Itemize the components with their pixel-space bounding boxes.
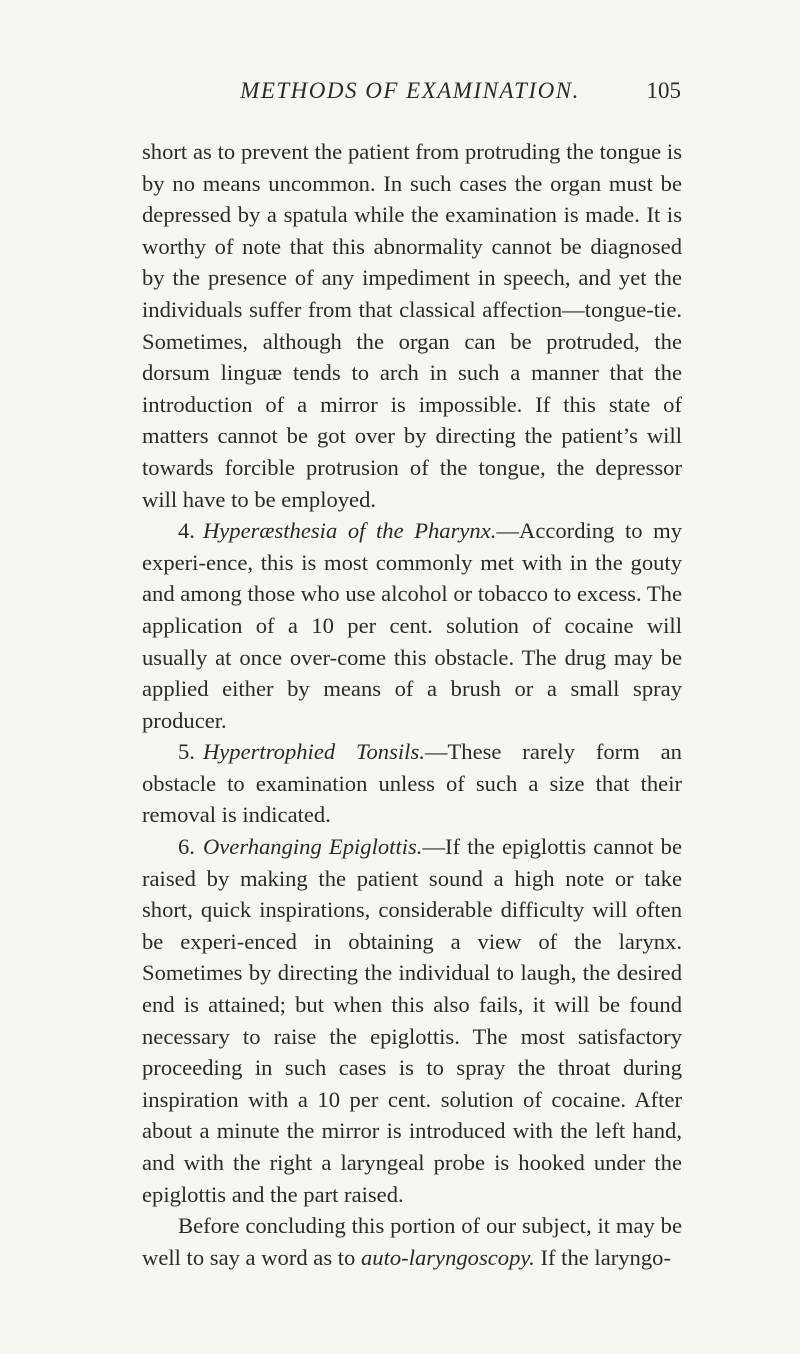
item-text: —If the epiglottis cannot be raised by making the patient sound a high note or take short, quick inspirations, considerable difficulty will often be experi-enced in obtaining a view of the larynx. Sometimes by directing the individual to laugh, the desired end is attained; but when this also fails, it will be found necessary to raise the epiglottis. The most satisfactory proceeding in such cases is to spray the throat during inspiration with a 10 per cent. solution of cocaine. After about a minute the mirror is introduced with the left hand, and with the right a laryngeal probe is hooked under the epiglottis and the part raised. — [142, 834, 682, 1207]
paragraph-tonsils — [142, 736, 682, 831]
item-number: 4. — [178, 518, 195, 544]
italic-term: auto-laryngoscopy. — [361, 1244, 535, 1270]
item-heading: Overhanging Epiglottis. — [202, 834, 423, 860]
running-header — [142, 78, 681, 114]
item-heading: Hypertrophied Tonsils. — [202, 739, 425, 765]
running-title: METHODS OF EXAMINATION. — [240, 78, 580, 103]
paragraph-continued: short as to prevent the patient from protruding the tongue is by no means uncommon. In such cases the organ must be depressed by a spatula while the examination is made. It is worthy of note that this abnormality cannot be diagnosed by the presence of any impediment in speech, and yet the individuals suffer from that classical affection—tongue-tie. Sometimes, although the organ can be protruded, the dorsum linguæ tends to arch in such a manner that the introduction of a mirror is impossible. If this state of matters cannot be got over by directing the patient’s will towards forcible protrusion of the tongue, the depressor will have to be employed. — [142, 139, 682, 512]
item-text: —These rarely form an obstacle to examination unless of such a size that their removal is indicated. — [142, 739, 682, 828]
item-text: —According to my experi-ence, this is most commonly met with in the gouty and among those who use alcohol or tobacco to excess. The application of a 10 per cent. solution of cocaine will usually at once over-come this obstacle. The drug may be applied either by means of a brush or a small spray producer. — [142, 518, 682, 733]
paragraph-text: If the laryngo- — [534, 1244, 671, 1270]
paragraph-text: Before concluding this portion of our subject, it may be well to say a word as to — [142, 1213, 682, 1270]
paragraph-epiglottis — [142, 831, 682, 1210]
page-number: 105 — [646, 78, 681, 103]
paragraph-hyperaesthesia — [142, 515, 682, 736]
page-body — [142, 136, 682, 1273]
item-number: 5. — [178, 739, 195, 765]
paragraph-concluding — [142, 1210, 682, 1273]
item-heading: Hyperæsthesia of the Pharynx. — [202, 518, 497, 544]
item-number: 6. — [178, 834, 195, 860]
